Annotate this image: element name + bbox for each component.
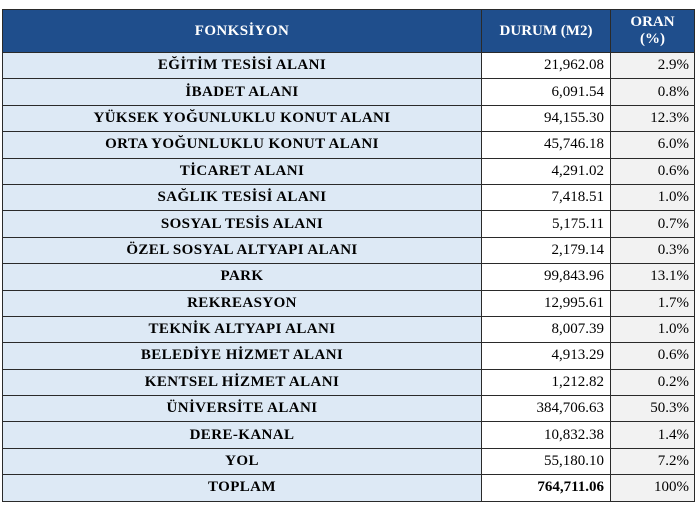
table-row (3, 105, 695, 131)
header-function: FONKSİYON (3, 10, 482, 53)
row-ratio: 1.0% (611, 316, 695, 342)
row-function: YOL (3, 448, 482, 474)
table-row (3, 264, 695, 290)
row-area: 1,212.82 (482, 369, 611, 395)
total-ratio: 100% (611, 475, 695, 501)
row-area: 6,091.54 (482, 79, 611, 105)
row-ratio: 12.3% (611, 105, 695, 131)
row-ratio: 0.3% (611, 237, 695, 263)
table-row (3, 79, 695, 105)
table-row (3, 158, 695, 184)
row-area: 55,180.10 (482, 448, 611, 474)
row-area: 99,843.96 (482, 264, 611, 290)
table-body (3, 53, 695, 502)
row-ratio: 0.7% (611, 211, 695, 237)
row-function: REKREASYON (3, 290, 482, 316)
row-area: 21,962.08 (482, 53, 611, 79)
row-function: ÖZEL SOSYAL ALTYAPI ALANI (3, 237, 482, 263)
row-area: 94,155.30 (482, 105, 611, 131)
row-ratio: 1.0% (611, 184, 695, 210)
row-function: YÜKSEK YOĞUNLUKLU KONUT ALANI (3, 105, 482, 131)
row-function: TİCARET ALANI (3, 158, 482, 184)
table-row (3, 237, 695, 263)
total-row (3, 475, 695, 501)
row-area: 384,706.63 (482, 396, 611, 422)
table-row (3, 396, 695, 422)
row-function: TEKNİK ALTYAPI ALANI (3, 316, 482, 342)
row-area: 7,418.51 (482, 184, 611, 210)
row-ratio: 0.6% (611, 343, 695, 369)
row-function: İBADET ALANI (3, 79, 482, 105)
row-ratio: 13.1% (611, 264, 695, 290)
header-ratio-line1: ORAN (630, 14, 675, 30)
row-ratio: 6.0% (611, 132, 695, 158)
row-area: 8,007.39 (482, 316, 611, 342)
header-status: DURUM (M2) (482, 10, 611, 53)
row-function: PARK (3, 264, 482, 290)
table-row (3, 211, 695, 237)
row-ratio: 0.2% (611, 369, 695, 395)
row-ratio: 0.6% (611, 158, 695, 184)
table-row (3, 343, 695, 369)
row-area: 12,995.61 (482, 290, 611, 316)
table-row (3, 290, 695, 316)
row-area: 5,175.11 (482, 211, 611, 237)
row-area: 4,291.02 (482, 158, 611, 184)
row-function: DERE-KANAL (3, 422, 482, 448)
row-area: 4,913.29 (482, 343, 611, 369)
table-row (3, 316, 695, 342)
header-row (3, 10, 695, 53)
row-area: 10,832.38 (482, 422, 611, 448)
row-ratio: 1.7% (611, 290, 695, 316)
row-ratio: 0.8% (611, 79, 695, 105)
table-row (3, 422, 695, 448)
row-function: ÜNİVERSİTE ALANI (3, 396, 482, 422)
row-function: ORTA YOĞUNLUKLU KONUT ALANI (3, 132, 482, 158)
table-row (3, 53, 695, 79)
row-area: 2,179.14 (482, 237, 611, 263)
row-function: KENTSEL HİZMET ALANI (3, 369, 482, 395)
table-header (3, 10, 695, 53)
header-ratio-line2: (%) (640, 31, 665, 47)
table-row (3, 132, 695, 158)
land-use-table (2, 9, 695, 502)
table-row (3, 369, 695, 395)
table-row (3, 448, 695, 474)
row-ratio: 7.2% (611, 448, 695, 474)
row-area: 45,746.18 (482, 132, 611, 158)
total-area: 764,711.06 (482, 475, 611, 501)
table-row (3, 184, 695, 210)
row-function: SAĞLIK TESİSİ ALANI (3, 184, 482, 210)
header-ratio (611, 10, 695, 53)
row-function: EĞİTİM TESİSİ ALANI (3, 53, 482, 79)
row-ratio: 50.3% (611, 396, 695, 422)
total-label: TOPLAM (3, 475, 482, 501)
row-function: BELEDİYE HİZMET ALANI (3, 343, 482, 369)
row-ratio: 1.4% (611, 422, 695, 448)
row-ratio: 2.9% (611, 53, 695, 79)
row-function: SOSYAL TESİS ALANI (3, 211, 482, 237)
